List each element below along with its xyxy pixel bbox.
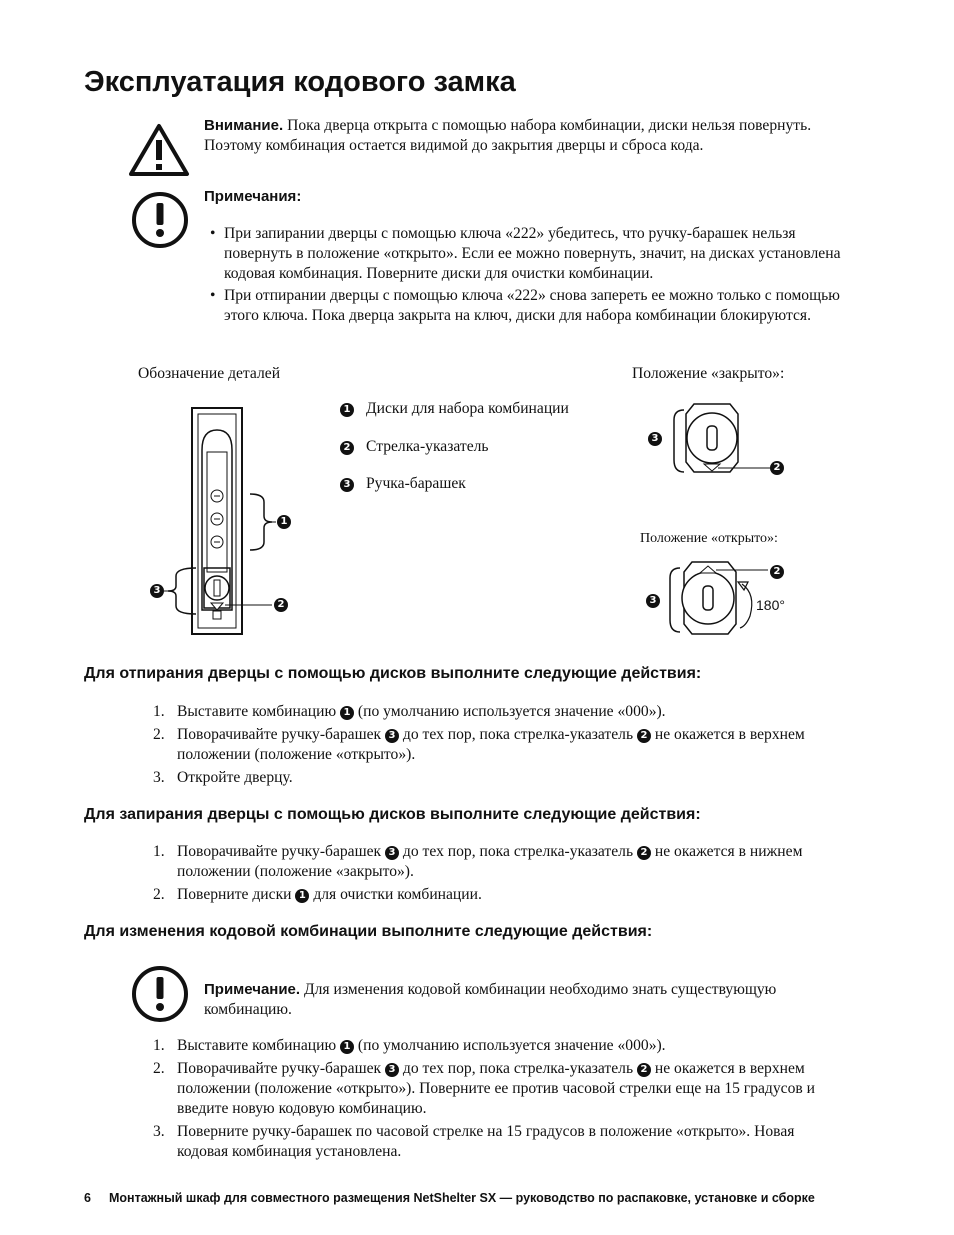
closed-position-caption: Положение «закрыто»:	[632, 365, 785, 382]
step-callout: 1	[340, 1040, 354, 1054]
step-callout: 2	[637, 1063, 651, 1077]
legend-text: Ручка-барашек	[366, 475, 466, 492]
warning-triangle-icon	[127, 122, 191, 178]
change-note	[204, 980, 854, 1020]
closed-callout-knob: 3	[648, 432, 662, 446]
warning-block	[204, 116, 854, 156]
open-callout-arrow: 2	[770, 565, 784, 579]
open-callout-knob: 3	[646, 594, 660, 608]
note-item: • При запирании дверцы с помощью ключа «222» убедитесь, что ручку-барашек нельзя повернуть в положение «открыто». Если ее можно повернуть, значит, на дисках установлена кодовая комбинация. Поверните диски для очистки комбинации.	[208, 224, 848, 284]
unlock-heading: Для отпирания дверцы с помощью дисков выполните следующие действия:	[84, 665, 702, 682]
callout-arrow: 2	[274, 598, 288, 612]
dial-2	[211, 513, 223, 525]
lock-step-1: 1. Поворачивайте ручку-барашек 3 до тех пор, пока стрелка-указатель 2 не окажется в нижнем положении (положение «закрыто»).	[153, 843, 803, 880]
legend-item-arrow	[340, 438, 489, 456]
warning-label: Внимание.	[204, 117, 284, 134]
change-step-1: 1. Выставите комбинацию 1 (по умолчанию используется значение «000»).	[153, 1037, 666, 1054]
notes-label: Примечания:	[204, 188, 302, 205]
step-callout: 3	[385, 729, 399, 743]
unlock-steps	[153, 702, 833, 791]
rotation-label: 180°	[756, 597, 785, 613]
callout-dials: 1	[277, 515, 291, 529]
change-note-text: Для изменения кодовой комбинации необходимо знать существующую комбинацию.	[204, 981, 777, 1018]
legend-item-knob	[340, 475, 466, 493]
legend-text: Стрелка-указатель	[366, 438, 489, 455]
legend-callout: 2	[340, 441, 354, 455]
change-steps	[153, 1036, 833, 1165]
parts-caption: Обозначение деталей	[138, 365, 281, 382]
page-number: 6	[84, 1191, 91, 1205]
closed-callout-arrow: 2	[770, 461, 784, 475]
legend-item-dials	[340, 400, 569, 418]
legend-callout: 3	[340, 478, 354, 492]
dial-3	[211, 536, 223, 548]
step-callout: 2	[637, 846, 651, 860]
warning-text: Пока дверца открыта с помощью набора комбинации, диски нельзя повернуть. Поэтому комбинация остается видимой до закрытия дверцы и сброса кода.	[204, 117, 812, 154]
note-item: • При отпирании дверцы с помощью ключа «222» снова запереть ее можно только с помощью этого ключа. Пока дверца закрыта на ключ, диски для набора комбинации блокируются.	[208, 286, 848, 326]
step-callout: 2	[637, 729, 651, 743]
step-callout: 3	[385, 1063, 399, 1077]
unlock-step-3: 3. Откройте дверцу.	[153, 769, 293, 786]
footer-text: Монтажный шкаф для совместного размещения NetShelter SX — руководство по распаковке, установке и сборке	[109, 1191, 815, 1205]
step-callout: 1	[295, 889, 309, 903]
step-callout: 1	[340, 706, 354, 720]
step-callout: 3	[385, 846, 399, 860]
lock-steps	[153, 842, 833, 908]
change-step-2: 2. Поворачивайте ручку-барашек 3 до тех пор, пока стрелка-указатель 2 не окажется в верхнем положении (положение «открыто»). Поверните ее против часовой стрелки еще на 15 градусов и введите новую кодовую комбинацию.	[153, 1060, 815, 1117]
lock-heading: Для запирания дверцы с помощью дисков выполните следующие действия:	[84, 806, 701, 823]
legend-callout: 1	[340, 403, 354, 417]
note-exclamation-icon	[130, 964, 190, 1024]
change-note-label: Примечание.	[204, 981, 301, 998]
unlock-step-2: 2. Поворачивайте ручку-барашек 3 до тех пор, пока стрелка-указатель 2 не окажется в верхнем положении (положение «открыто»).	[153, 726, 805, 763]
change-step-3: 3. Поверните ручку-барашек по часовой стрелке на 15 градусов в положение «открыто». Новая кодовая комбинация установлена.	[153, 1123, 795, 1160]
legend-text: Диски для набора комбинации	[366, 400, 569, 417]
open-position-caption: Положение «открыто»:	[640, 531, 778, 546]
lock-step-2: 2. Поверните диски 1 для очистки комбинации.	[153, 886, 482, 903]
change-heading: Для изменения кодовой комбинации выполните следующие действия:	[84, 923, 653, 940]
unlock-step-1: 1. Выставите комбинацию 1 (по умолчанию используется значение «000»).	[153, 703, 666, 720]
callout-knob: 3	[150, 584, 164, 598]
notes-list	[208, 224, 848, 328]
page-title: Эксплуатация кодового замка	[84, 66, 516, 98]
dial-1	[211, 490, 223, 502]
note-exclamation-icon	[130, 190, 190, 250]
